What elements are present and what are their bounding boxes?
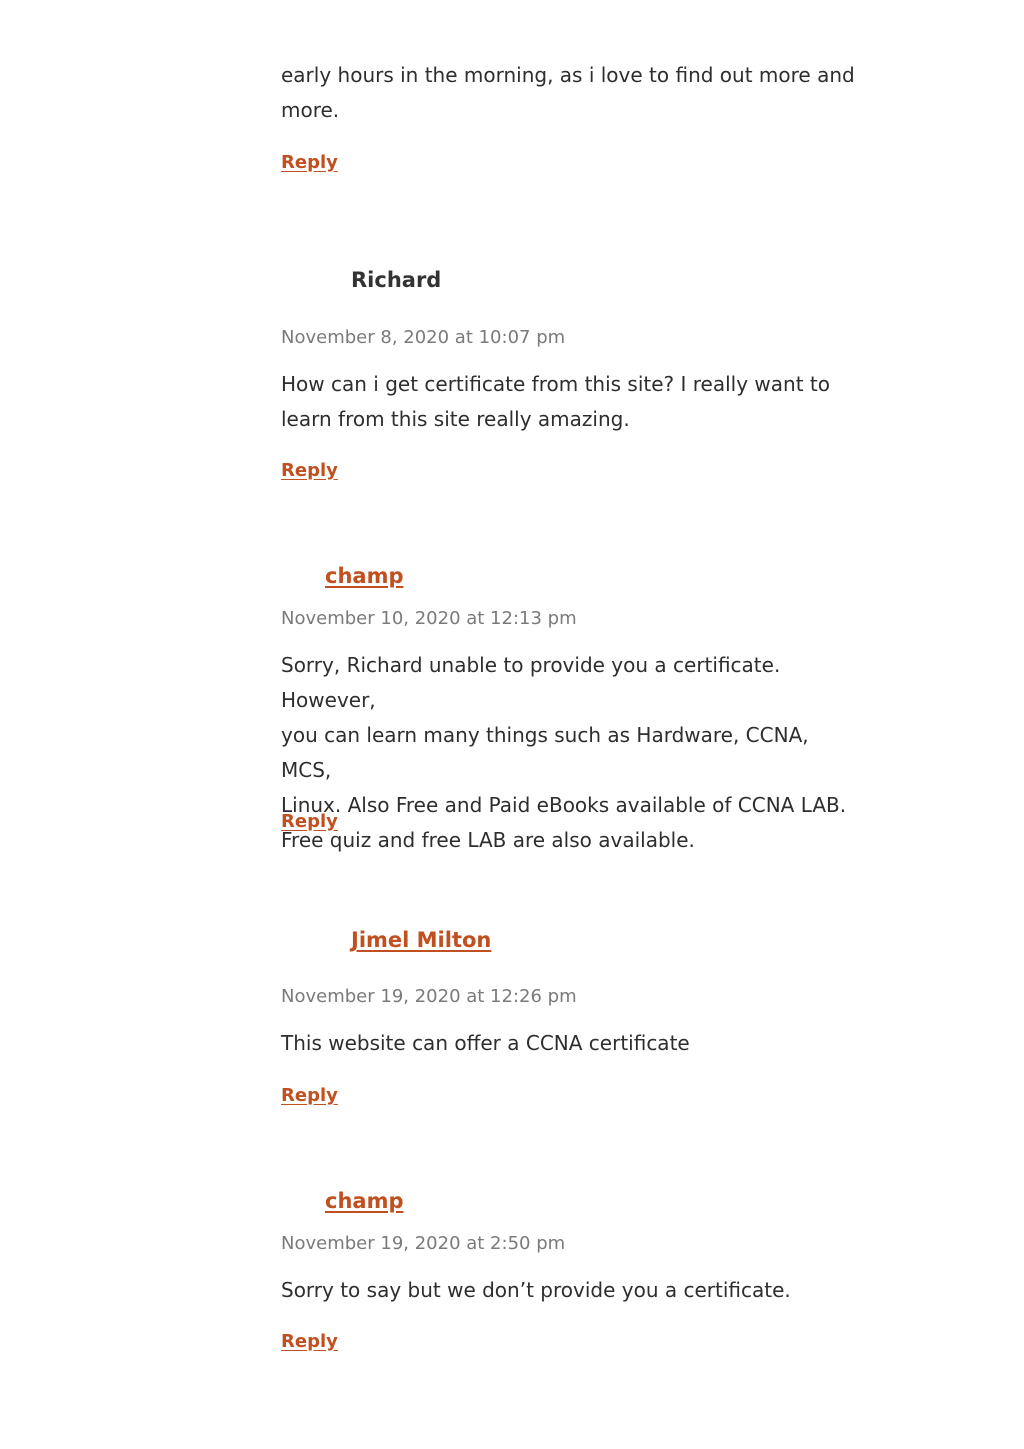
comment-body: [281, 58, 861, 128]
comment-date[interactable]: November 10, 2020 at 12:13 pm: [281, 608, 577, 629]
reply-link[interactable]: Reply: [281, 1085, 338, 1106]
comment-meta: [281, 326, 861, 350]
comment-meta: [281, 1232, 861, 1256]
comment-author-link[interactable]: champ: [325, 1189, 404, 1213]
comment-date[interactable]: November 19, 2020 at 2:50 pm: [281, 1233, 566, 1254]
comment-text-line: you can learn many things such as Hardware, CCNA, MCS,: [281, 723, 809, 782]
comment-date[interactable]: November 8, 2020 at 10:07 pm: [281, 327, 566, 348]
comment-body: [281, 367, 861, 437]
comment-meta: [281, 985, 861, 1009]
reply-link[interactable]: Reply: [281, 811, 338, 832]
comment-actions: [281, 151, 861, 175]
reply-link[interactable]: Reply: [281, 1331, 338, 1352]
comment-author: [351, 926, 931, 954]
comment-text-line: early hours in the morning, as i love to find out more and: [281, 63, 855, 87]
comment-text-line: learn from this site really amazing.: [281, 407, 630, 431]
comment-text-line: How can i get certificate from this site? I really want to: [281, 372, 830, 396]
comment-author-link[interactable]: Jimel Milton: [351, 928, 492, 952]
comment-author-link[interactable]: champ: [325, 564, 404, 588]
reply-link[interactable]: Reply: [281, 460, 338, 481]
comment-meta: [281, 607, 861, 631]
comment-body: [281, 1273, 861, 1308]
comment-text-line: This website can offer a CCNA certificate: [281, 1031, 690, 1055]
comment-actions: [281, 459, 861, 483]
comment-author: [351, 266, 931, 294]
comment-author: [325, 562, 905, 590]
comment-text-line: Sorry to say but we don’t provide you a certificate.: [281, 1278, 791, 1302]
comment-actions: [281, 810, 861, 834]
comment-actions: [281, 1084, 861, 1108]
comment-actions: [281, 1330, 861, 1354]
comment-text-line: Sorry, Richard unable to provide you a certificate. However,: [281, 653, 781, 712]
comment-text-line: Linux. Also Free and Paid eBooks available of CCNA LAB.: [281, 793, 847, 817]
comment-author: [325, 1187, 905, 1215]
comment-text-line: Free quiz and free LAB are also available.: [281, 828, 695, 852]
comment-body: [281, 1026, 861, 1061]
comment-author-name: Richard: [351, 268, 442, 292]
comment-text-line: more.: [281, 98, 340, 122]
comment-date[interactable]: November 19, 2020 at 12:26 pm: [281, 986, 577, 1007]
reply-link[interactable]: Reply: [281, 152, 338, 173]
